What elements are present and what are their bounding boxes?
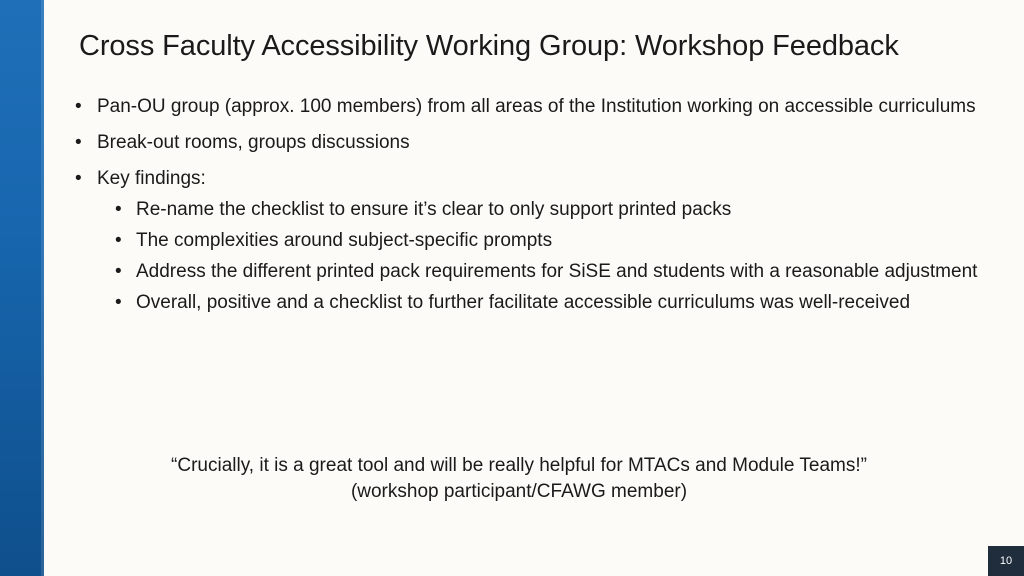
quote-attribution: (workshop participant/CFAWG member) [350,481,688,502]
slide-body [74,94,984,326]
page-number: 10 [988,546,1024,576]
bullet-item: • Pan-OU group (approx. 100 members) from all areas of the Institution working on accessible curriculums [74,94,984,120]
sub-bullet-item: • The complexities around subject-specific prompts [97,228,984,254]
accent-bar [0,0,44,576]
quote-block [74,453,964,505]
sub-bullet-item: • Re-name the checklist to ensure it’s clear to only support printed packs [97,197,984,223]
bullet-item-key-findings [74,166,984,316]
sub-bullet-item: • Address the different printed pack requirements for SiSE and students with a reasonable adjustment [97,259,984,285]
bullet-list [74,94,984,316]
slide-title: Cross Faculty Accessibility Working Group: Workshop Feedback [79,30,899,62]
key-findings-list [97,197,984,316]
bullet-item-label: Key findings: [97,168,206,189]
sub-bullet-item: • Overall, positive and a checklist to further facilitate accessible curriculums was well-received [97,290,984,316]
quote-text: “Crucially, it is a great tool and will be really helpful for MTACs and Module Teams!” [171,455,867,476]
bullet-item: • Break-out rooms, groups discussions [74,130,984,156]
